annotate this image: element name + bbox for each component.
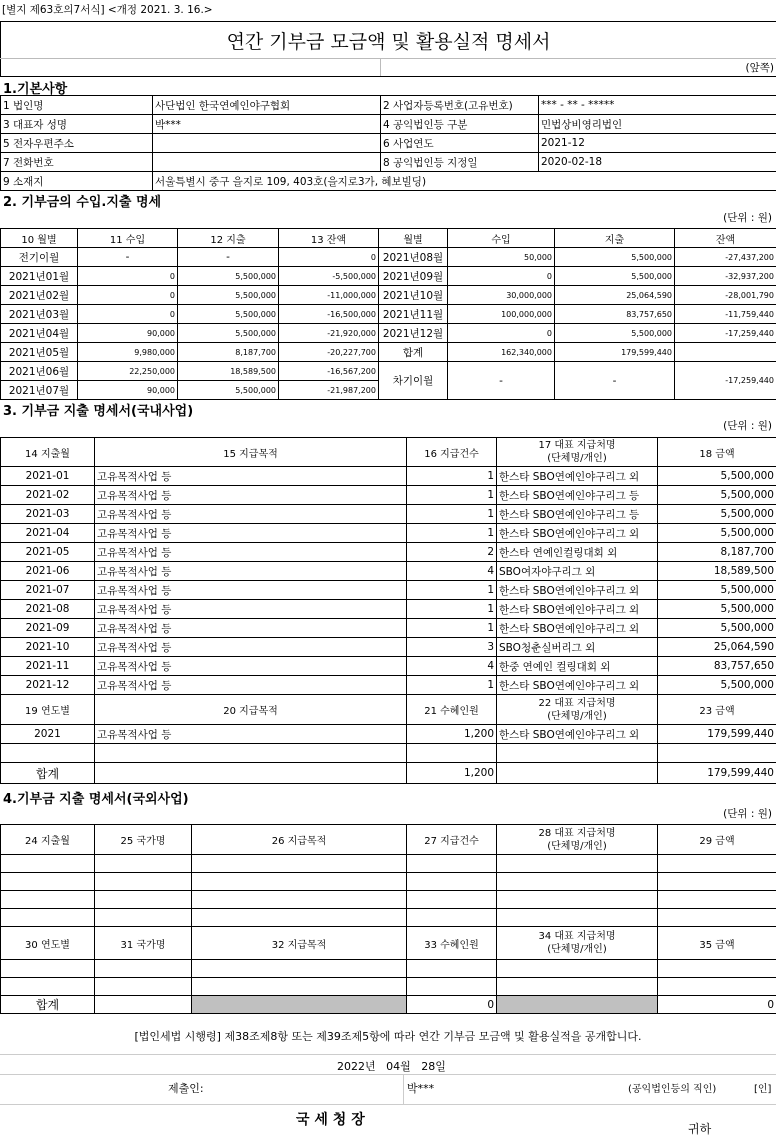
income-cell: 22,250,000 [78,362,178,381]
col-expense-month: 14 지출월 [1,438,95,467]
value-email [153,134,381,153]
form-reference: [별지 제63호의7서식] <개정 2021. 3. 16.> [2,2,213,17]
total-row [1,996,776,1014]
total-label: 합계 [379,343,448,362]
balance-cell: -27,437,200 [675,248,776,267]
value-biz-number: *** - ** - ***** [539,96,776,115]
unit-label-4: (단위 : 원) [723,806,772,821]
table-row [1,286,776,305]
table-row [1,505,776,524]
recipient-cell: 한스타 SBO연예인야구리그 외 [497,581,658,600]
beneficiaries-cell: 1,200 [407,725,497,744]
value-corp-name: 사단법인 한국연예인야구협회 [153,96,381,115]
month-cell: 2021-02 [1,486,95,505]
recipient-cell: 한스타 SBO연예인야구리그 외 [497,600,658,619]
expense-cell: 8,187,700 [178,343,279,362]
count-cell: 1 [407,600,497,619]
month-cell: 2021년03월 [1,305,78,324]
balance-cell: -16,500,000 [279,305,379,324]
table-row [1,543,776,562]
purpose-cell: 고유목적사업 등 [95,524,407,543]
month-cell: 2021-07 [1,581,95,600]
page-side: (앞쪽) [381,59,776,77]
table-row [1,657,776,676]
section-2-title: 2. 기부금의 수입.지출 명세 [3,191,161,210]
income-cell: 0 [78,305,178,324]
carry-income: - [448,362,555,400]
table-row [1,467,776,486]
balance-cell: -21,920,000 [279,324,379,343]
count-cell: 4 [407,657,497,676]
title-table [0,21,776,77]
count-cell: 1 [407,581,497,600]
col-recipient-2: 34 대표 지급처명 (단체명/개인) [497,927,658,960]
count-cell: 4 [407,562,497,581]
balance-cell: 0 [279,248,379,267]
expense-cell: 5,500,000 [178,305,279,324]
count-cell: 1 [407,676,497,695]
amount-cell: 25,064,590 [658,638,776,657]
count-cell: 1 [407,486,497,505]
submitter-label: 제출인: [168,1080,204,1096]
month-cell: 2021-01 [1,467,95,486]
col-income-2: 수입 [448,229,555,248]
balance-cell: -20,227,700 [279,343,379,362]
col-recipient: 28 대표 지급처명 (단체명/개인) [497,825,658,855]
table-row [1,581,776,600]
balance-cell: -32,937,200 [675,267,776,286]
carry-label: 차기이월 [379,362,448,400]
month-cell: 2021-12 [1,676,95,695]
total-row [1,763,776,784]
col-country-2: 31 국가명 [95,927,192,960]
balance-cell: -11,000,000 [279,286,379,305]
month-cell: 2021년04월 [1,324,78,343]
label-email: 5 전자우편주소 [1,134,153,153]
table-row [1,248,776,267]
col-count: 27 지급건수 [407,825,497,855]
recipient-cell: SBO여자야구리그 외 [497,562,658,581]
amount-cell: 5,500,000 [658,619,776,638]
total-balance [675,343,776,362]
month-cell: 2021년10월 [379,286,448,305]
col-month-2: 월별 [379,229,448,248]
month-cell: 2021년11월 [379,305,448,324]
purpose-cell: 고유목적사업 등 [95,619,407,638]
recipient-cell: 한중 연예인 컬링대회 외 [497,657,658,676]
expense-cell: 5,500,000 [178,267,279,286]
purpose-cell: 고유목적사업 등 [95,467,407,486]
table-row [1,267,776,286]
recipient-cell: 한스타 SBO연예인야구리그 외 [497,725,658,744]
honorific: 귀하 [688,1120,711,1137]
col-purpose-2: 20 지급목적 [95,695,407,725]
overseas-table [0,824,776,1014]
total-income: 162,340,000 [448,343,555,362]
table-row [1,362,776,381]
section-3-title: 3. 기부금 지출 명세서(국내사업) [3,400,193,419]
submission-date: 2022년 04월 28일 [337,1058,446,1074]
unit-label-2: (단위 : 원) [723,210,772,225]
month-cell: 2021-09 [1,619,95,638]
month-cell: 2021년05월 [1,343,78,362]
value-fiscal-year: 2021-12 [539,134,776,153]
total-label: 합계 [1,996,95,1014]
col-recipient-2: 22 대표 지급처명 (단체명/개인) [497,695,658,725]
purpose-cell: 고유목적사업 등 [95,486,407,505]
month-cell: 2021-06 [1,562,95,581]
total-label: 합계 [1,763,95,784]
value-org-type: 민법상비영리법인 [539,115,776,134]
month-cell: 2021년01월 [1,267,78,286]
total-amount: 179,599,440 [658,763,776,784]
table-row [1,600,776,619]
label-corp-name: 1 법인명 [1,96,153,115]
col-recipient: 17 대표 지급처명 (단체명/개인) [497,438,658,467]
col-month: 10 월별 [1,229,78,248]
purpose-cell: 고유목적사업 등 [95,562,407,581]
col-income: 11 수입 [78,229,178,248]
balance-cell: -17,259,440 [675,324,776,343]
count-cell: 1 [407,505,497,524]
carry-balance: -17,259,440 [675,362,776,400]
table-row [1,343,776,362]
purpose-cell: 고유목적사업 등 [95,543,407,562]
month-cell: 2021-05 [1,543,95,562]
recipient-cell: 한스타 SBO연예인야구리그 외 [497,619,658,638]
col-amount-2: 23 금액 [658,695,776,725]
count-cell: 3 [407,638,497,657]
month-cell: 2021-11 [1,657,95,676]
table-row [1,725,776,744]
purpose-cell: 고유목적사업 등 [95,657,407,676]
label-fiscal-year: 6 사업연도 [381,134,539,153]
expense-cell: 5,500,000 [178,324,279,343]
value-address: 서울특별시 중구 을지로 109, 403호(을지로3가, 혜보빌딩) [153,172,776,191]
unit-label-3: (단위 : 원) [723,418,772,433]
col-purpose: 15 지급목적 [95,438,407,467]
expense-cell: 5,500,000 [555,324,675,343]
income-cell: - [78,248,178,267]
col-amount-2: 35 금액 [658,927,776,960]
col-year: 19 연도별 [1,695,95,725]
amount-cell: 5,500,000 [658,676,776,695]
col-balance-2: 잔액 [675,229,776,248]
table-row [1,676,776,695]
month-cell: 2021-04 [1,524,95,543]
table-row [1,562,776,581]
year-cell: 2021 [1,725,95,744]
recipient-cell: SBO청춘실버리그 외 [497,638,658,657]
col-beneficiaries: 21 수혜인원 [407,695,497,725]
balance-cell: -5,500,000 [279,267,379,286]
count-cell: 2 [407,543,497,562]
income-cell: 0 [448,324,555,343]
table-row [1,305,776,324]
col-country: 25 국가명 [95,825,192,855]
domestic-table [0,437,776,784]
value-designation-date: 2020-02-18 [539,153,776,172]
purpose-cell: 고유목적사업 등 [95,505,407,524]
expense-cell: 5,500,000 [178,286,279,305]
label-org-type: 4 공익법인등 구분 [381,115,539,134]
month-cell: 2021년12월 [379,324,448,343]
table-row [1,486,776,505]
income-cell: 0 [78,286,178,305]
page-title: 연간 기부금 모금액 및 활용실적 명세서 [1,22,776,59]
income-cell: 0 [448,267,555,286]
carry-expense: - [555,362,675,400]
value-phone [153,153,381,172]
balance-cell: -11,759,440 [675,305,776,324]
amount-cell: 18,589,500 [658,562,776,581]
balance-cell: -21,987,200 [279,381,379,400]
col-beneficiaries: 33 수혜인원 [407,927,497,960]
amount-cell: 5,500,000 [658,467,776,486]
month-cell: 전기이월 [1,248,78,267]
purpose-cell: 고유목적사업 등 [95,638,407,657]
balance-cell: -28,001,790 [675,286,776,305]
month-cell: 2021년08월 [379,248,448,267]
recipient-cell: 한스타 연예인컬링대회 외 [497,543,658,562]
label-designation-date: 8 공익법인등 지정일 [381,153,539,172]
income-cell: 90,000 [78,381,178,400]
table-row [1,619,776,638]
col-amount: 18 금액 [658,438,776,467]
income-cell: 9,980,000 [78,343,178,362]
amount-cell: 5,500,000 [658,524,776,543]
col-expense: 12 지출 [178,229,279,248]
income-cell: 50,000 [448,248,555,267]
amount-cell: 5,500,000 [658,581,776,600]
recipient-cell: 한스타 SBO연예인야구리그 외 [497,676,658,695]
count-cell: 1 [407,524,497,543]
recipient-cell: 한스타 SBO연예인야구리그 등 [497,486,658,505]
income-expense-table [0,228,776,400]
col-expense-2: 지출 [555,229,675,248]
submitter-name: 박*** [407,1080,434,1096]
col-year: 30 연도별 [1,927,95,960]
month-cell: 2021-10 [1,638,95,657]
col-expense-month: 24 지출월 [1,825,95,855]
count-cell: 1 [407,467,497,486]
month-cell: 2021-08 [1,600,95,619]
income-cell: 30,000,000 [448,286,555,305]
month-cell: 2021년09월 [379,267,448,286]
basic-info-table [0,95,776,191]
month-cell: 2021-03 [1,505,95,524]
total-count: 1,200 [407,763,497,784]
section-4-title: 4.기부금 지출 명세서(국외사업) [3,788,189,807]
total-count: 0 [407,996,497,1014]
value-rep-name: 박*** [153,115,381,134]
total-expense: 179,599,440 [555,343,675,362]
expense-cell: 5,500,000 [555,267,675,286]
expense-cell: 5,500,000 [178,381,279,400]
month-cell: 2021년07월 [1,381,78,400]
purpose-cell: 고유목적사업 등 [95,581,407,600]
count-cell: 1 [407,619,497,638]
table-row [1,524,776,543]
amount-cell: 179,599,440 [658,725,776,744]
total-amount: 0 [658,996,776,1014]
disclosure-statement: [법인세법 시행령] 제38조제8항 또는 제39조제5항에 따라 연간 기부금 모금액 및 활용실적을 공개합니다. [0,1028,776,1044]
col-purpose: 26 지급목적 [192,825,407,855]
purpose-cell: 고유목적사업 등 [95,600,407,619]
expense-cell: - [178,248,279,267]
recipient-cell: 한스타 SBO연예인야구리그 등 [497,505,658,524]
month-cell: 2021년02월 [1,286,78,305]
expense-cell: 18,589,500 [178,362,279,381]
label-address: 9 소재지 [1,172,153,191]
table-row [1,324,776,343]
amount-cell: 5,500,000 [658,486,776,505]
balance-cell: -16,567,200 [279,362,379,381]
table-row [1,638,776,657]
amount-cell: 5,500,000 [658,600,776,619]
label-rep-name: 3 대표자 성명 [1,115,153,134]
col-balance: 13 잔액 [279,229,379,248]
label-biz-number: 2 사업자등록번호(고유번호) [381,96,539,115]
seal-mark: [인] [754,1080,771,1095]
recipient-cell: 한스타 SBO연예인야구리그 외 [497,524,658,543]
income-cell: 90,000 [78,324,178,343]
month-cell: 2021년06월 [1,362,78,381]
section-1-title: 1.기본사항 [3,78,67,97]
amount-cell: 83,757,650 [658,657,776,676]
col-count: 16 지급건수 [407,438,497,467]
recipient-office: 국 세 청 장 [296,1109,365,1129]
label-phone: 7 전화번호 [1,153,153,172]
purpose-cell: 고유목적사업 등 [95,676,407,695]
col-purpose-2: 32 지급목적 [192,927,407,960]
purpose-cell: 고유목적사업 등 [95,725,407,744]
income-cell: 100,000,000 [448,305,555,324]
amount-cell: 8,187,700 [658,543,776,562]
recipient-cell: 한스타 SBO연예인야구리그 외 [497,467,658,486]
expense-cell: 5,500,000 [555,248,675,267]
seal-role: (공익법인등의 직인) [628,1080,716,1095]
income-cell: 0 [78,267,178,286]
expense-cell: 25,064,590 [555,286,675,305]
expense-cell: 83,757,650 [555,305,675,324]
amount-cell: 5,500,000 [658,505,776,524]
col-amount: 29 금액 [658,825,776,855]
